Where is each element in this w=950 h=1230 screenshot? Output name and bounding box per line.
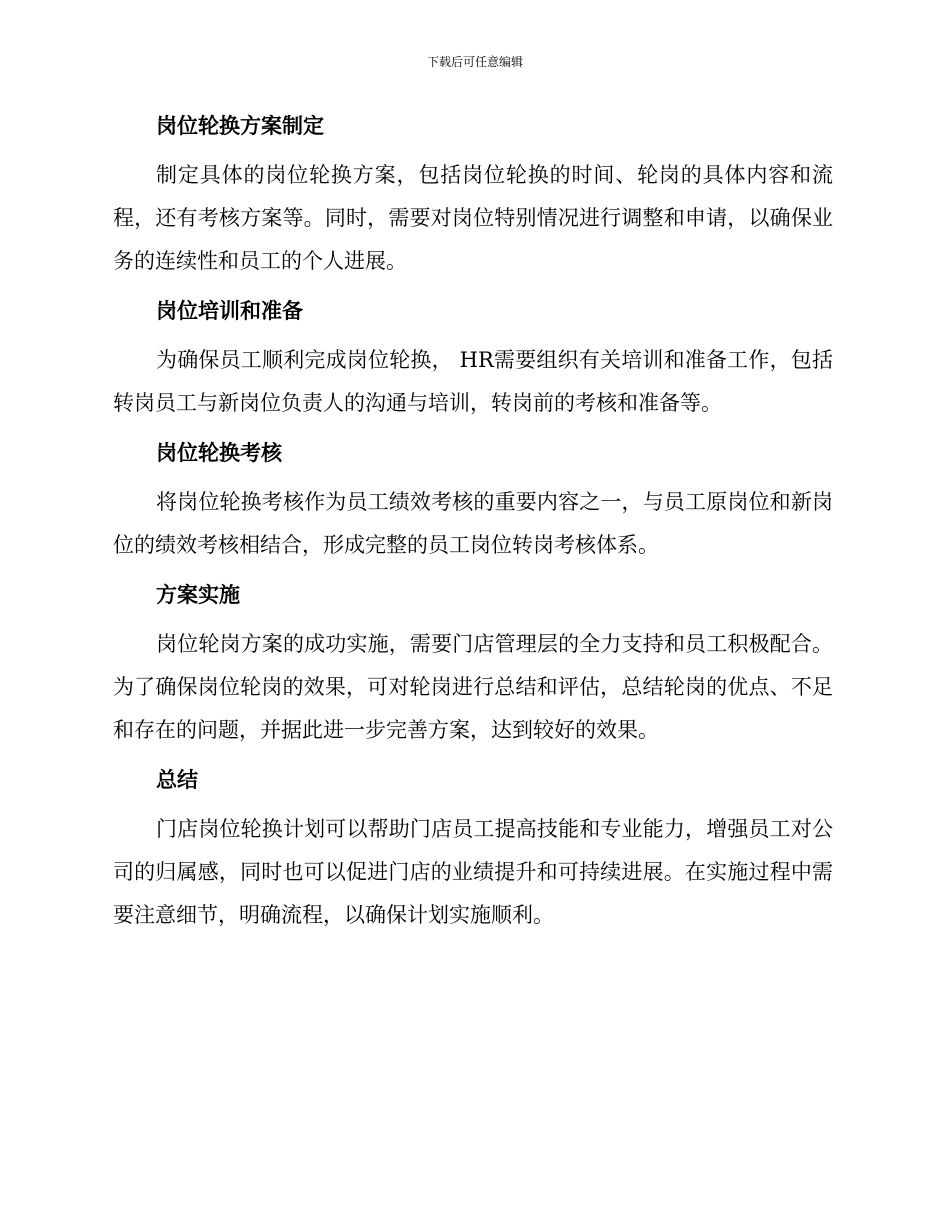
document-body xyxy=(113,110,833,949)
page-header: 下载后可任意编辑 xyxy=(426,55,523,69)
section xyxy=(113,579,833,752)
section-paragraph: 门店岗位轮换计划可以帮助门店员工提高技能和专业能力，增强员工对公司的归属感，同时也可以促进门店的业绩提升和可持续进展。在实施过程中需要注意细节，明确流程，以确保计划实施顺利。 xyxy=(113,817,833,927)
section-heading: 方案实施 xyxy=(156,583,240,607)
section-paragraph: 制定具体的岗位轮换方案，包括岗位轮换的时间、轮岗的具体内容和流程，还有考核方案等。同时，需要对岗位特别情况进行调整和申请，以确保业务的连续性和员工的个人进展。 xyxy=(113,163,833,273)
section-heading: 岗位轮换方案制定 xyxy=(156,114,324,138)
section-paragraph: 岗位轮岗方案的成功实施，需要门店管理层的全力支持和员工积极配合。为了确保岗位轮岗的效果，可对轮岗进行总结和评估，总结轮岗的优点、不足和存在的问题，并据此进一步完善方案，达到较好的效果。 xyxy=(113,632,833,742)
section-paragraph: 将岗位轮换考核作为员工绩效考核的重要内容之一，与员工原岗位和新岗位的绩效考核相结合，形成完整的员工岗位转岗考核体系。 xyxy=(113,490,833,557)
section xyxy=(113,437,833,567)
section xyxy=(113,764,833,937)
section-heading: 岗位培训和准备 xyxy=(156,299,303,323)
section-heading: 总结 xyxy=(156,768,198,792)
section xyxy=(113,295,833,425)
section xyxy=(113,110,833,283)
section-paragraph: 为确保员工顺利完成岗位轮换， HR需要组织有关培训和准备工作，包括转岗员工与新岗位负责人的沟通与培训，转岗前的考核和准备等。 xyxy=(113,348,833,415)
section-heading: 岗位轮换考核 xyxy=(156,441,282,465)
